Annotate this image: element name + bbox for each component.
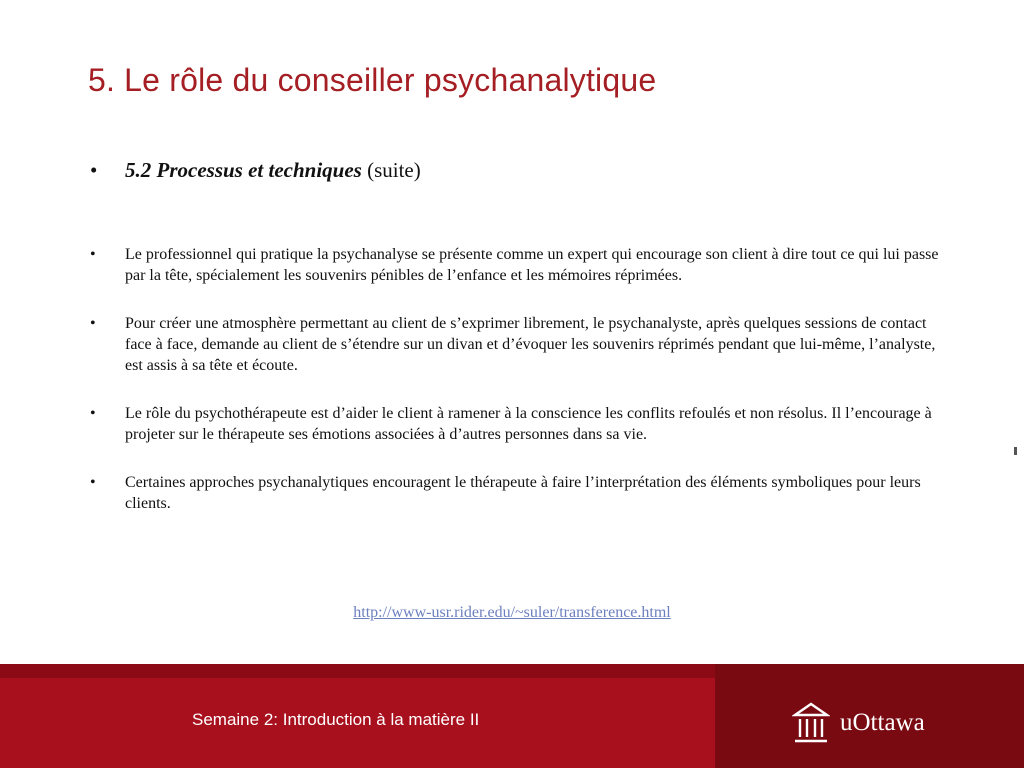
bullet-marker: • bbox=[90, 315, 96, 332]
bullet-text: Certaines approches psychanalytiques encouragent le thérapeute à faire l’interprétation des éléments symboliques pour leurs clients. bbox=[125, 474, 921, 512]
footer-bar bbox=[0, 664, 1024, 768]
section-subtitle bbox=[90, 158, 421, 183]
bullet-text: Le rôle du psychothérapeute est d’aider le client à ramener à la conscience les conflits refoulés et non résolus. Il l’encourage à projeter sur le thérapeute ses émotions associées à d’autres personnes dans sa vie. bbox=[125, 405, 932, 443]
list-item bbox=[90, 472, 940, 514]
list-item bbox=[90, 244, 940, 286]
bullet-list bbox=[90, 244, 940, 514]
brand-name: uOttawa bbox=[840, 709, 925, 736]
bullet-marker: • bbox=[90, 405, 96, 422]
subtitle-suffix: (suite) bbox=[361, 158, 421, 182]
footer-course-text: Semaine 2: Introduction à la matière II bbox=[192, 710, 480, 729]
source-link[interactable]: http://www-usr.rider.edu/~suler/transference.html bbox=[353, 604, 671, 621]
decorative-mark bbox=[1014, 447, 1017, 455]
slide-title: 5. Le rôle du conseiller psychanalytique bbox=[88, 62, 657, 98]
bullet-marker: • bbox=[90, 158, 98, 182]
university-building-icon bbox=[792, 701, 830, 745]
list-item bbox=[90, 403, 940, 445]
bullet-marker: • bbox=[90, 246, 96, 263]
list-item bbox=[90, 313, 940, 376]
source-link-container bbox=[0, 604, 1024, 622]
subtitle-emphasis: 5.2 Processus et techniques bbox=[125, 158, 362, 182]
bullet-marker: • bbox=[90, 474, 96, 491]
bullet-text: Le professionnel qui pratique la psychanalyse se présente comme un expert qui encourage son client à dire tout ce qui lui passe par la tête, spécialement les souvenirs pénibles de l’enfance et les mémoires réprimées. bbox=[125, 246, 939, 284]
bullet-text: Pour créer une atmosphère permettant au client de s’exprimer librement, le psychanalyste, après quelques sessions de contact face à face, demande au client de s’étendre sur un divan et d’évoquer les souvenirs réprimés pendant que lui-même, l’analyste, est assis à sa tête et écoute. bbox=[125, 315, 936, 374]
brand-logo bbox=[792, 700, 925, 746]
